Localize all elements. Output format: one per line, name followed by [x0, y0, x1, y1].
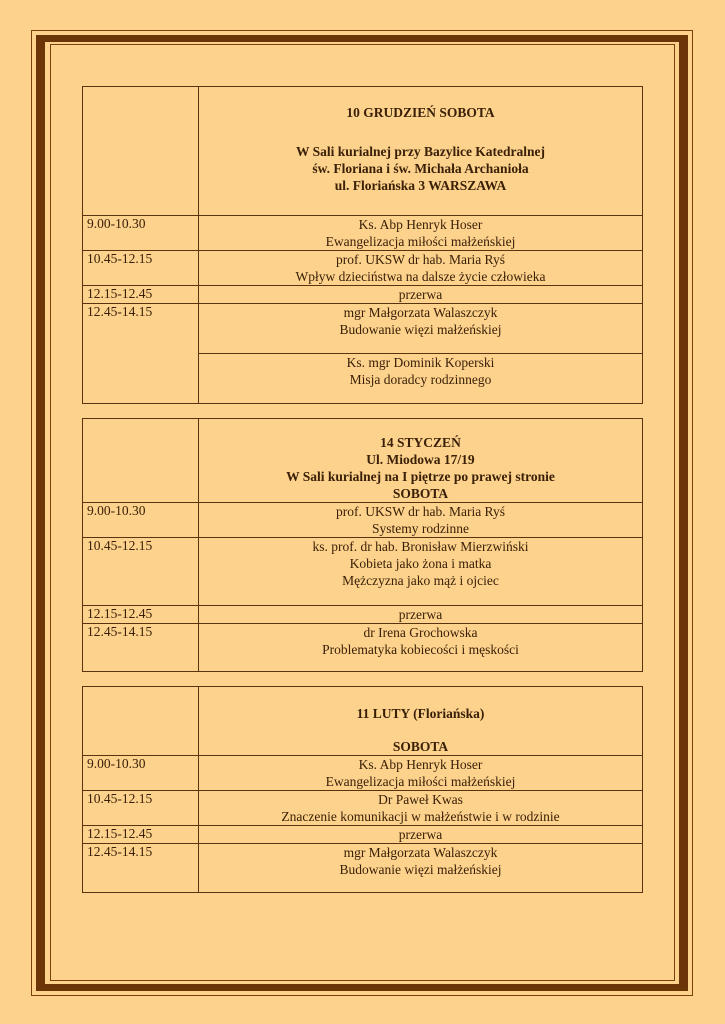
schedule-table-february: [82, 686, 643, 893]
table-row: [83, 251, 643, 286]
lecturer-name: Dr Paweł Kwas: [378, 792, 463, 807]
lecture-title: Budowanie więzi małżeńskiej: [339, 322, 502, 337]
session-date: 10 GRUDZIEŃ SOBOTA: [346, 105, 495, 120]
table-row: [83, 791, 643, 826]
time-cell: 9.00-10.30: [83, 756, 199, 791]
lecturer-name: Ks. Abp Henryk Hoser: [358, 217, 483, 232]
lecturer-name: prof. UKSW dr hab. Maria Ryś: [335, 252, 506, 267]
lecturer-name: mgr Małgorzata Walaszczyk: [343, 845, 498, 860]
break-cell: przerwa: [199, 286, 643, 304]
time-cell: 12.45-14.15: [83, 304, 199, 404]
lecture-title: Wpływ dzieciństwa na dalsze życie człowieka: [295, 269, 546, 284]
table-row: [83, 286, 643, 304]
table-row: [83, 606, 643, 624]
venue-line: W Sali kurialnej przy Bazylice Katedralnej: [295, 144, 546, 159]
venue-street: Ul. Miodowa 17/19: [366, 452, 475, 467]
table-row: [83, 826, 643, 844]
lecturer-name: dr Irena Grochowska: [363, 625, 478, 640]
lecture-title: Misja doradcy rodzinnego: [349, 372, 492, 387]
header-empty-cell: [83, 419, 199, 503]
time-cell: 12.15-12.45: [83, 826, 199, 844]
lecture-cell: [199, 251, 643, 286]
time-cell: 12.45-14.15: [83, 844, 199, 893]
lecturer-name: Ks. Abp Henryk Hoser: [358, 757, 483, 772]
lecture-cell: [199, 844, 643, 893]
page-border-top-bar: [36, 35, 688, 42]
break-cell: przerwa: [199, 826, 643, 844]
schedule-table-january: [82, 418, 643, 672]
table-row: [83, 304, 643, 354]
lecture-title: Ewangelizacja miłości małżeńskiej: [325, 774, 516, 789]
lecturer-name: Ks. mgr Dominik Koperski: [346, 355, 495, 370]
lecture-title: Problematyka kobiecości i męskości: [322, 642, 519, 657]
table-row: [83, 503, 643, 538]
lecture-cell: [199, 503, 643, 538]
schedule-header: [199, 419, 643, 503]
lecture-cell: [199, 354, 643, 404]
lecture-title: Kobieta jako żona i matka: [349, 556, 492, 571]
table-row: [83, 538, 643, 606]
break-cell: przerwa: [199, 606, 643, 624]
header-empty-cell: [83, 87, 199, 216]
table-row: [83, 756, 643, 791]
schedule-header: [199, 87, 643, 216]
lecture-title: Budowanie więzi małżeńskiej: [339, 862, 502, 877]
time-cell: 12.15-12.45: [83, 606, 199, 624]
venue-line: W Sali kurialnej na I piętrze po prawej stronie: [286, 469, 555, 484]
schedule-table-december: [82, 86, 643, 404]
lecture-cell: [199, 756, 643, 791]
session-day: SOBOTA: [392, 486, 449, 501]
lecture-title: Mężczyzna jako mąż i ojciec: [342, 573, 499, 588]
venue-line: św. Floriana i św. Michała Archanioła: [312, 161, 529, 176]
table-row: [83, 216, 643, 251]
time-cell: 9.00-10.30: [83, 503, 199, 538]
lecture-cell: [199, 304, 643, 354]
lecture-title: Ewangelizacja miłości małżeńskiej: [325, 234, 516, 249]
time-cell: 12.45-14.15: [83, 624, 199, 672]
table-row: [83, 844, 643, 893]
schedule-header: [199, 687, 643, 756]
time-cell: 10.45-12.15: [83, 791, 199, 826]
header-empty-cell: [83, 687, 199, 756]
lecture-cell: [199, 216, 643, 251]
lecture-cell: [199, 791, 643, 826]
time-cell: 12.15-12.45: [83, 286, 199, 304]
session-date: 14 STYCZEŃ: [380, 435, 461, 450]
time-cell: 10.45-12.15: [83, 251, 199, 286]
lecture-cell: [199, 538, 643, 606]
table-row: [83, 624, 643, 672]
lecturer-name: mgr Małgorzata Walaszczyk: [343, 305, 498, 320]
session-date: 11 LUTY (Floriańska): [356, 706, 485, 721]
lecture-title: Systemy rodzinne: [371, 521, 470, 536]
time-cell: 9.00-10.30: [83, 216, 199, 251]
lecture-cell: [199, 624, 643, 672]
venue-line: ul. Floriańska 3 WARSZAWA: [334, 178, 507, 193]
session-day: SOBOTA: [392, 739, 449, 754]
page-border-bottom-bar: [36, 984, 688, 991]
lecturer-name: ks. prof. dr hab. Bronisław Mierzwiński: [312, 539, 529, 554]
lecture-title: Znaczenie komunikacji w małżeństwie i w rodzinie: [281, 809, 560, 824]
lecturer-name: prof. UKSW dr hab. Maria Ryś: [335, 504, 506, 519]
time-cell: 10.45-12.15: [83, 538, 199, 606]
